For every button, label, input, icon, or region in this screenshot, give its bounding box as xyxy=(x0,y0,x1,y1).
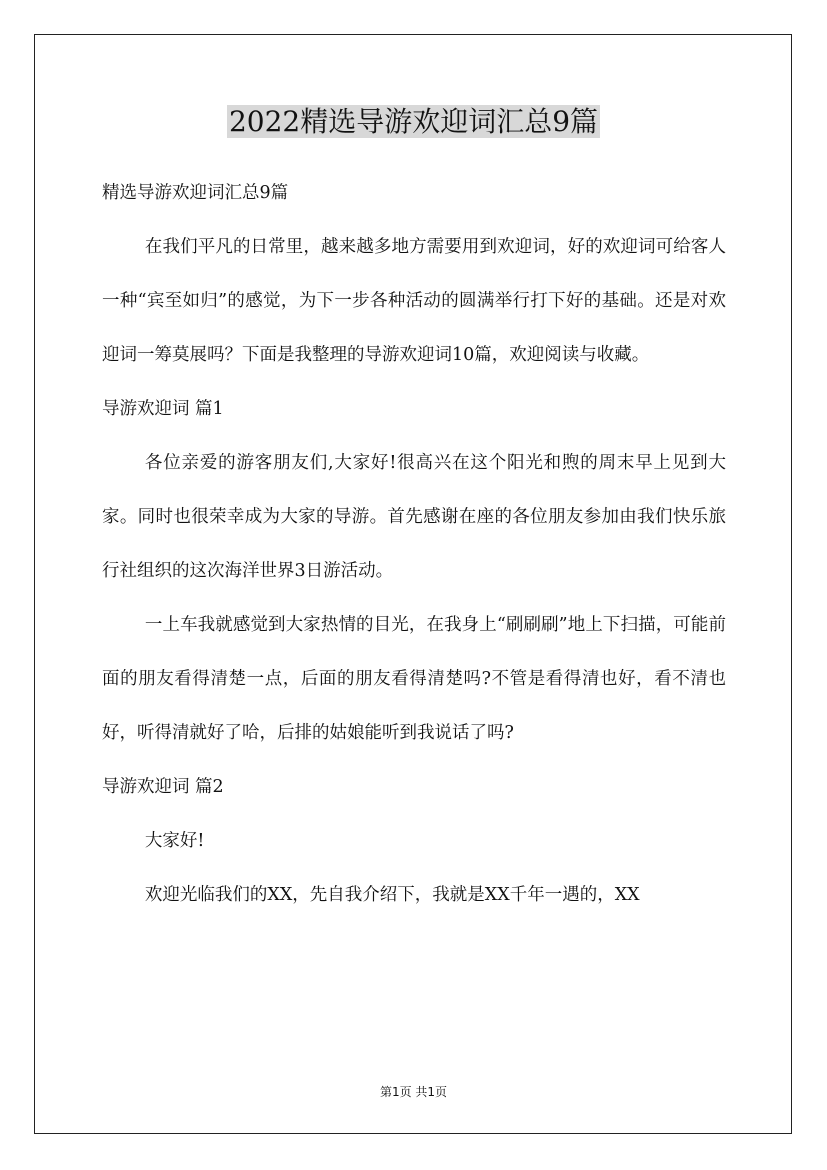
page-footer xyxy=(0,1082,827,1102)
section-heading-1: 导游欢迎词 篇1 xyxy=(102,399,224,419)
section-2-paragraph-2: 欢迎光临我们的XX，先自我介绍下，我就是XX千年一遇的，XX xyxy=(144,885,640,905)
document-title-text: 2022精选导游欢迎词汇总9篇 xyxy=(228,105,599,138)
document-title xyxy=(0,100,827,144)
section-2-paragraph-1: 大家好! xyxy=(144,831,205,851)
section-1-paragraph-1: 各位亲爱的游客朋友们,大家好!很高兴在这个阳光和煦的周末早上见到大家。同时也很荣幸成为大家的导游。首先感谢在座的各位朋友参加由我们快乐旅行社组织的这次海洋世界3日游活动。 xyxy=(102,453,726,581)
document-body xyxy=(102,166,726,922)
page-number-label: 第1页 共1页 xyxy=(379,1085,448,1099)
document-subtitle: 精选导游欢迎词汇总9篇 xyxy=(102,183,289,203)
intro-paragraph: 在我们平凡的日常里，越来越多地方需要用到欢迎词，好的欢迎词可给客人一种“宾至如归”的感觉，为下一步各种活动的圆满举行打下好的基础。还是对欢迎词一筹莫展吗？下面是我整理的导游欢迎词10篇，欢迎阅读与收藏。 xyxy=(102,237,726,365)
section-1-paragraph-2: 一上车我就感觉到大家热情的目光，在我身上“刷刷刷”地上下扫描，可能前面的朋友看得清楚一点，后面的朋友看得清楚吗?不管是看得清也好，看不清也好，听得清就好了哈，后排的姑娘能听到我说话了吗? xyxy=(102,615,726,743)
section-heading-2: 导游欢迎词 篇2 xyxy=(102,777,224,797)
